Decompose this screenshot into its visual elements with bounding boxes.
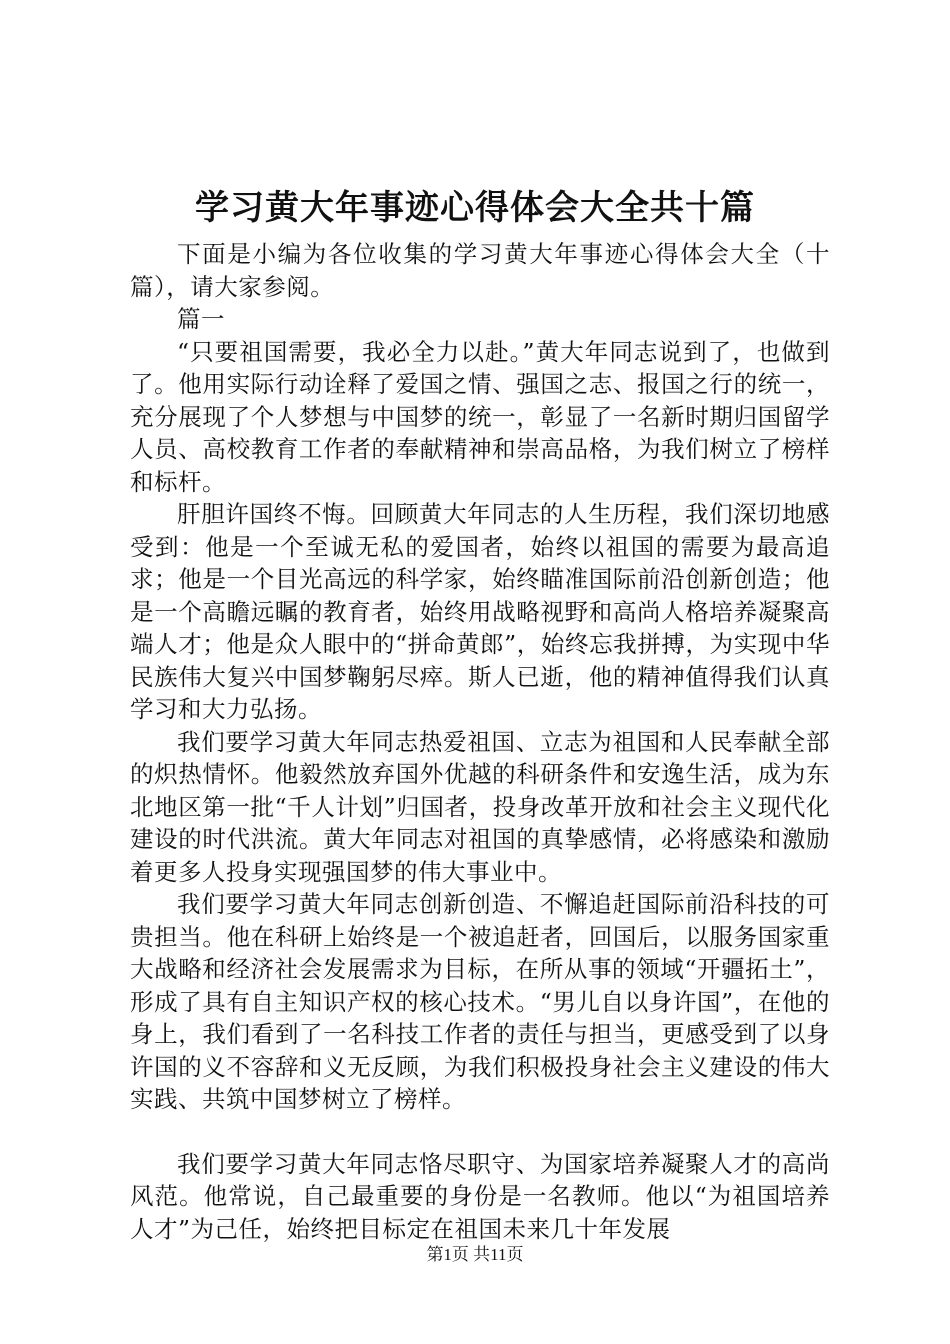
body-paragraph: 肝胆许国终不悔。回顾黄大年同志的人生历程，我们深切地感受到：他是一个至诚无私的爱国者，始终以祖国的需要为最高追求；他是一个目光高远的科学家，始终瞄准国际前沿创新创造；他是一个高瞻远瞩的教育者，始终用战略视野和高尚人格培养凝聚高端人才；他是众人眼中的“拼命黄郎”，始终忘我拼搏，为实现中华民族伟大复兴中国梦鞠躬尽瘁。斯人已逝，他的精神值得我们认真学习和大力弘扬。 [130,500,830,723]
document-body [130,238,830,1245]
body-paragraph: 我们要学习黄大年同志恪尽职守、为国家培养凝聚人才的高尚风范。他常说，自己最重要的身份是一名教师。他以“为祖国培养人才”为己任，始终把目标定在祖国未来几十年发展 [130,1149,830,1243]
intro-paragraph: 下面是小编为各位收集的学习黄大年事迹心得体会大全（十篇），请大家参阅。 [130,240,830,301]
body-paragraph: “只要祖国需要，我必全力以赴。”黄大年同志说到了，也做到了。他用实际行动诠释了爱国之情、强国之志、报国之行的统一，充分展现了个人梦想与中国梦的统一，彰显了一名新时期归国留学人员、高校教育工作者的奉献精神和崇高品格，为我们树立了榜样和标杆。 [130,337,830,496]
document-title: 学习黄大年事迹心得体会大全共十篇 [195,188,755,228]
body-paragraph: 我们要学习黄大年同志热爱祖国、立志为祖国和人民奉献全部的炽热情怀。他毅然放弃国外优越的科研条件和安逸生活，成为东北地区第一批“千人计划”归国者，投身改革开放和社会主义现代化建设的时代洪流。黄大年同志对祖国的真挚感情，必将感染和激励着更多人投身实现强国梦的伟大事业中。 [130,727,830,886]
body-paragraph: 我们要学习黄大年同志创新创造、不懈追赶国际前沿科技的可贵担当。他在科研上始终是一个被追赶者，回国后，以服务国家重大战略和经济社会发展需求为目标，在所从事的领域“开疆拓土”，形成了具有自主知识产权的核心技术。“男儿自以身许国”，在他的身上，我们看到了一名科技工作者的责任与担当，更感受到了以身许国的义不容辞和义无反顾，为我们积极投身社会主义建设的伟大实践、共筑中国梦树立了榜样。 [130,890,830,1113]
section-heading: 篇一 [177,305,225,333]
page-footer: 第1页 共11页 [426,1245,524,1264]
